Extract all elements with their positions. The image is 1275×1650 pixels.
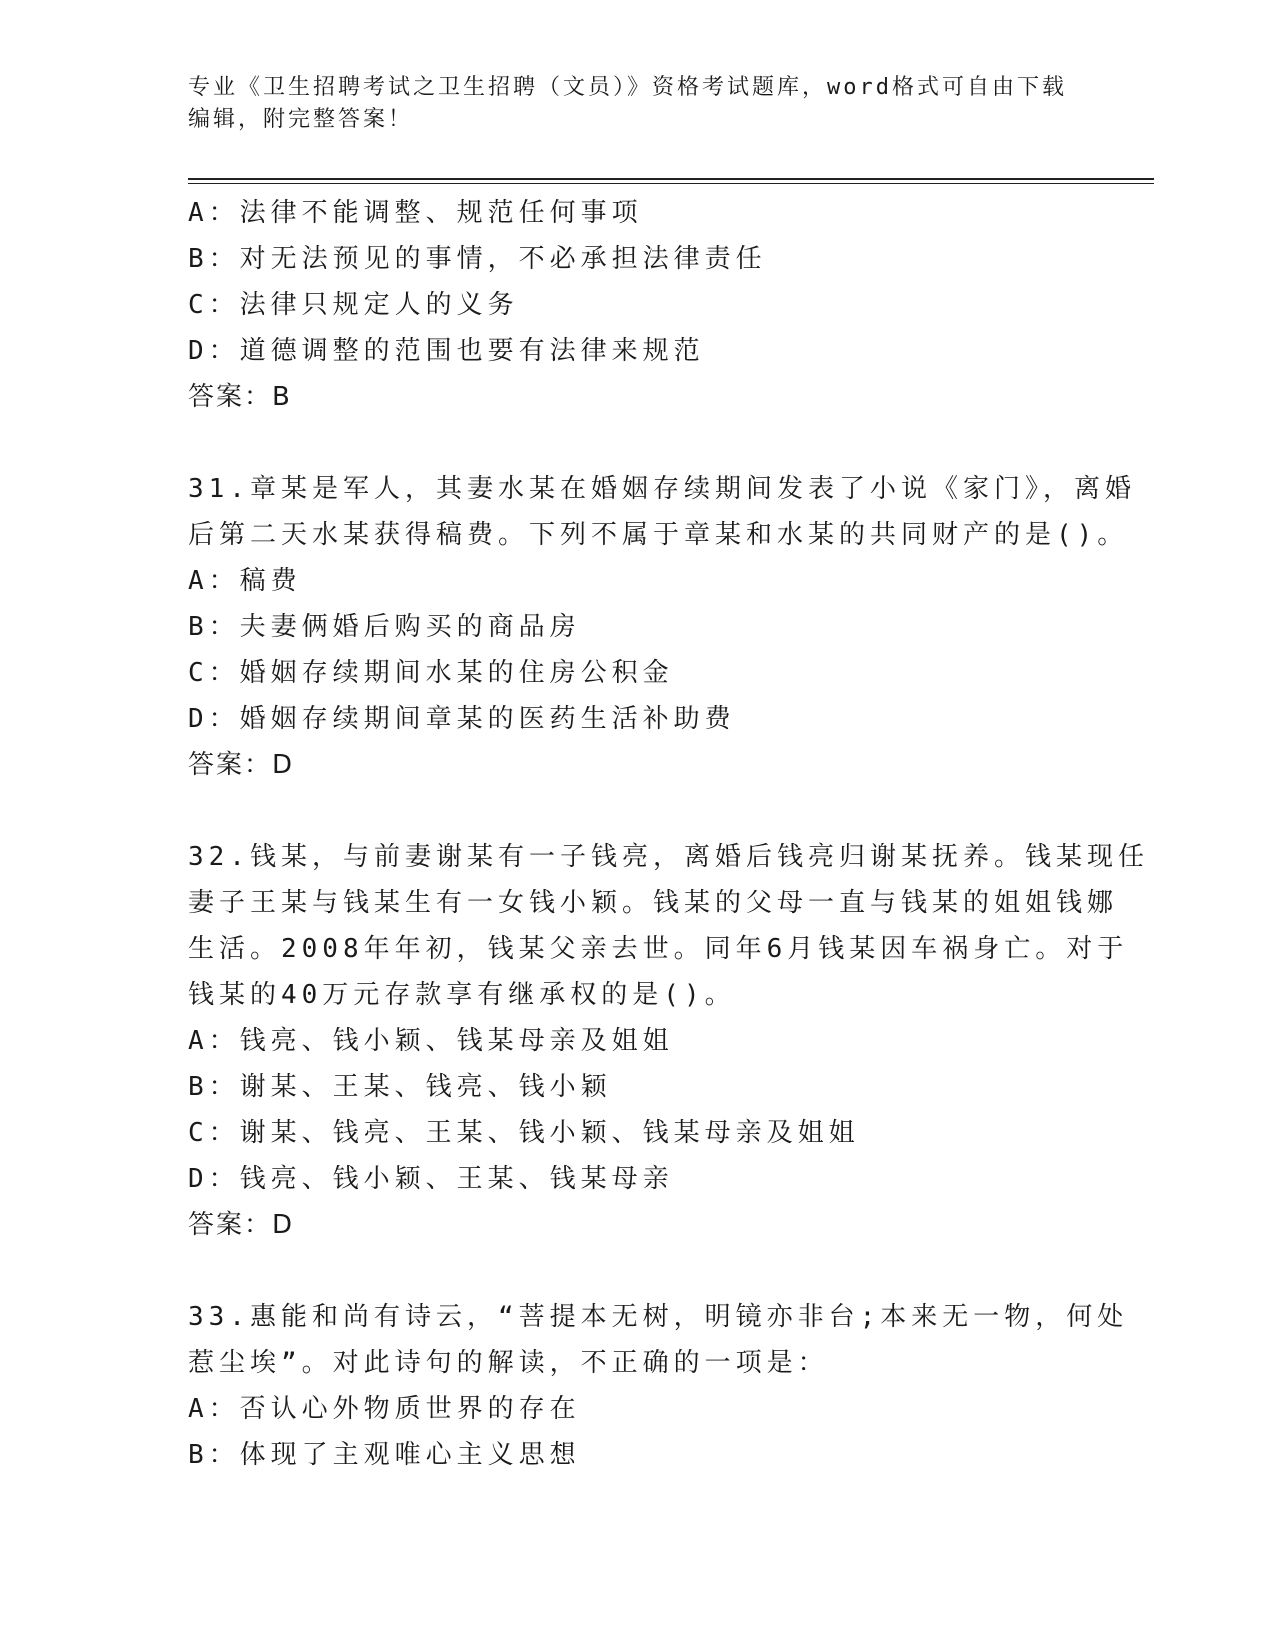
question-stem-line: 妻子王某与钱某生有一女钱小颖。钱某的父母一直与钱某的姐姐钱娜 bbox=[188, 888, 1119, 918]
option-b: B：对无法预见的事情，不必承担法律责任 bbox=[188, 244, 767, 274]
option-c: C：法律只规定人的义务 bbox=[188, 290, 519, 320]
option-b: B：夫妻俩婚后购买的商品房 bbox=[188, 612, 581, 642]
header-line-1: 专业《卫生招聘考试之卫生招聘（文员）》资格考试题库，word格式可自由下载 bbox=[188, 75, 1067, 100]
answer: 答案：B bbox=[188, 382, 292, 412]
option-c: C：谢某、钱亮、王某、钱小颖、钱某母亲及姐姐 bbox=[188, 1118, 860, 1148]
question-stem-line: 惹尘埃”。对此诗句的解读，不正确的一项是： bbox=[188, 1348, 829, 1378]
question-stem-line: 32.钱某，与前妻谢某有一子钱亮，离婚后钱亮归谢某抚养。钱某现任 bbox=[188, 842, 1149, 872]
answer: 答案：D bbox=[188, 1210, 295, 1240]
question-32 bbox=[188, 834, 1149, 1248]
question-33 bbox=[188, 1294, 1129, 1478]
document-header bbox=[188, 72, 1088, 136]
question-list bbox=[188, 190, 1149, 1478]
header-divider-thin bbox=[188, 183, 1154, 184]
option-c: C：婚姻存续期间水某的住房公积金 bbox=[188, 658, 674, 688]
question-30 bbox=[188, 190, 1088, 420]
option-d: D：道德调整的范围也要有法律来规范 bbox=[188, 336, 705, 366]
question-stem-line: 生活。2008年年初，钱某父亲去世。同年6月钱某因车祸身亡。对于 bbox=[188, 934, 1129, 964]
question-stem-line: 33.惠能和尚有诗云，“菩提本无树，明镜亦非台;本来无一物，何处 bbox=[188, 1302, 1129, 1332]
option-d: D：婚姻存续期间章某的医药生活补助费 bbox=[188, 704, 736, 734]
question-stem-line: 后第二天水某获得稿费。下列不属于章某和水某的共同财产的是()。 bbox=[188, 520, 1129, 550]
option-a: A：钱亮、钱小颖、钱某母亲及姐姐 bbox=[188, 1026, 674, 1056]
option-d: D：钱亮、钱小颖、王某、钱某母亲 bbox=[188, 1164, 674, 1194]
option-b: B：谢某、王某、钱亮、钱小颖 bbox=[188, 1072, 612, 1102]
option-a: A：否认心外物质世界的存在 bbox=[188, 1394, 581, 1424]
option-b: B：体现了主观唯心主义思想 bbox=[188, 1440, 581, 1470]
question-stem-line: 31.章某是军人，其妻水某在婚姻存续期间发表了小说《家门》，离婚 bbox=[188, 474, 1136, 504]
option-a: A：稿费 bbox=[188, 566, 302, 596]
answer: 答案：D bbox=[188, 750, 295, 780]
header-line-2: 编辑，附完整答案！ bbox=[188, 107, 414, 132]
header-divider bbox=[188, 178, 1154, 180]
question-31 bbox=[188, 466, 1136, 788]
question-stem-line: 钱某的40万元存款享有继承权的是()。 bbox=[188, 980, 736, 1010]
option-a: A：法律不能调整、规范任何事项 bbox=[188, 198, 643, 228]
